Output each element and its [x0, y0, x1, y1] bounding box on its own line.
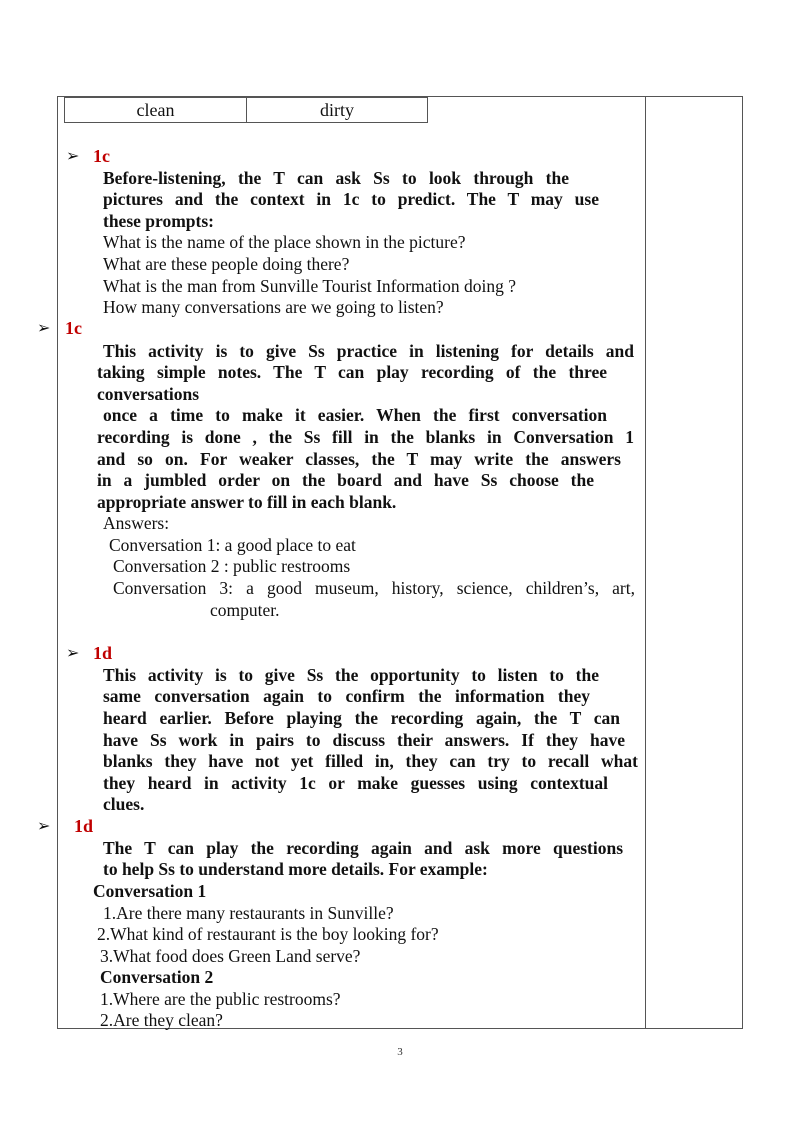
question-line: 2.What kind of restaurant is the boy looking for?	[97, 924, 439, 944]
answer-line: computer.	[210, 600, 280, 620]
section-heading-1d: 1d	[74, 816, 94, 836]
vocab-table	[64, 97, 428, 123]
vocab-cell-clean: clean	[65, 98, 247, 123]
paragraph-line: This activity is to give Ss the opportunity to listen to the	[103, 665, 599, 685]
vocab-cell-dirty: dirty	[247, 98, 428, 123]
page-number: 3	[397, 1046, 403, 1058]
prompt-line: What is the man from Sunville Tourist Information doing ?	[103, 276, 517, 296]
prompt-line: What are these people doing there?	[103, 254, 350, 274]
answers-label: Answers:	[103, 513, 170, 533]
paragraph-line: conversations	[97, 384, 200, 404]
section-heading-1c: 1c	[65, 318, 82, 338]
paragraph-line: pictures and the context in 1c to predict. The T may use	[103, 189, 599, 209]
answer-line: Conversation 3: a good museum, history, science, children’s, art,	[113, 578, 635, 598]
prompt-line: What is the name of the place shown in the picture?	[103, 232, 466, 252]
section-heading-1c: 1c	[93, 146, 110, 166]
answer-line: Conversation 2 : public restrooms	[113, 556, 351, 576]
paragraph-line: have Ss work in pairs to discuss their answers. If they have	[103, 730, 625, 750]
paragraph-line: and so on. For weaker classes, the T may write the answers	[97, 449, 621, 469]
answer-line: Conversation 1: a good place to eat	[109, 535, 356, 555]
question-line: 1.Are there many restaurants in Sunville?	[103, 903, 394, 923]
paragraph-line: heard earlier. Before playing the recording again, the T can	[103, 708, 620, 728]
paragraph-line: they heard in activity 1c or make guesses using contextual	[103, 773, 608, 793]
paragraph-line: blanks they have not yet filled in, they can try to recall what	[103, 751, 638, 771]
paragraph-line: recording is done , the Ss fill in the blanks in Conversation 1	[97, 427, 634, 447]
paragraph-line: The T can play the recording again and ask more questions	[103, 838, 623, 858]
notes-column-divider	[645, 96, 646, 1029]
conversation-label: Conversation 1	[93, 881, 207, 901]
bullet-arrow-icon: ➢	[37, 318, 51, 337]
paragraph-line: once a time to make it easier. When the first conversation	[103, 405, 607, 425]
paragraph-line: This activity is to give Ss practice in listening for details and	[103, 341, 634, 361]
paragraph-line: taking simple notes. The T can play recording of the three	[97, 362, 607, 382]
bullet-arrow-icon: ➢	[37, 816, 51, 835]
bullet-arrow-icon: ➢	[66, 146, 80, 165]
question-line: 2.Are they clean?	[100, 1010, 223, 1030]
paragraph-line: same conversation again to confirm the information they	[103, 686, 590, 706]
question-line: 1.Where are the public restrooms?	[100, 989, 341, 1009]
paragraph-line: to help Ss to understand more details. For example:	[103, 859, 488, 879]
paragraph-line: in a jumbled order on the board and have Ss choose the	[97, 470, 594, 490]
paragraph-line: appropriate answer to fill in each blank.	[97, 492, 397, 512]
bullet-arrow-icon: ➢	[66, 643, 80, 662]
prompt-line: How many conversations are we going to listen?	[103, 297, 444, 317]
paragraph-line: Before-listening, the T can ask Ss to look through the	[103, 168, 569, 188]
paragraph-line: these prompts:	[103, 211, 214, 231]
question-line: 3.What food does Green Land serve?	[100, 946, 361, 966]
conversation-label: Conversation 2	[100, 967, 214, 987]
paragraph-line: clues.	[103, 794, 145, 814]
section-heading-1d: 1d	[93, 643, 113, 663]
table-row	[65, 98, 428, 123]
